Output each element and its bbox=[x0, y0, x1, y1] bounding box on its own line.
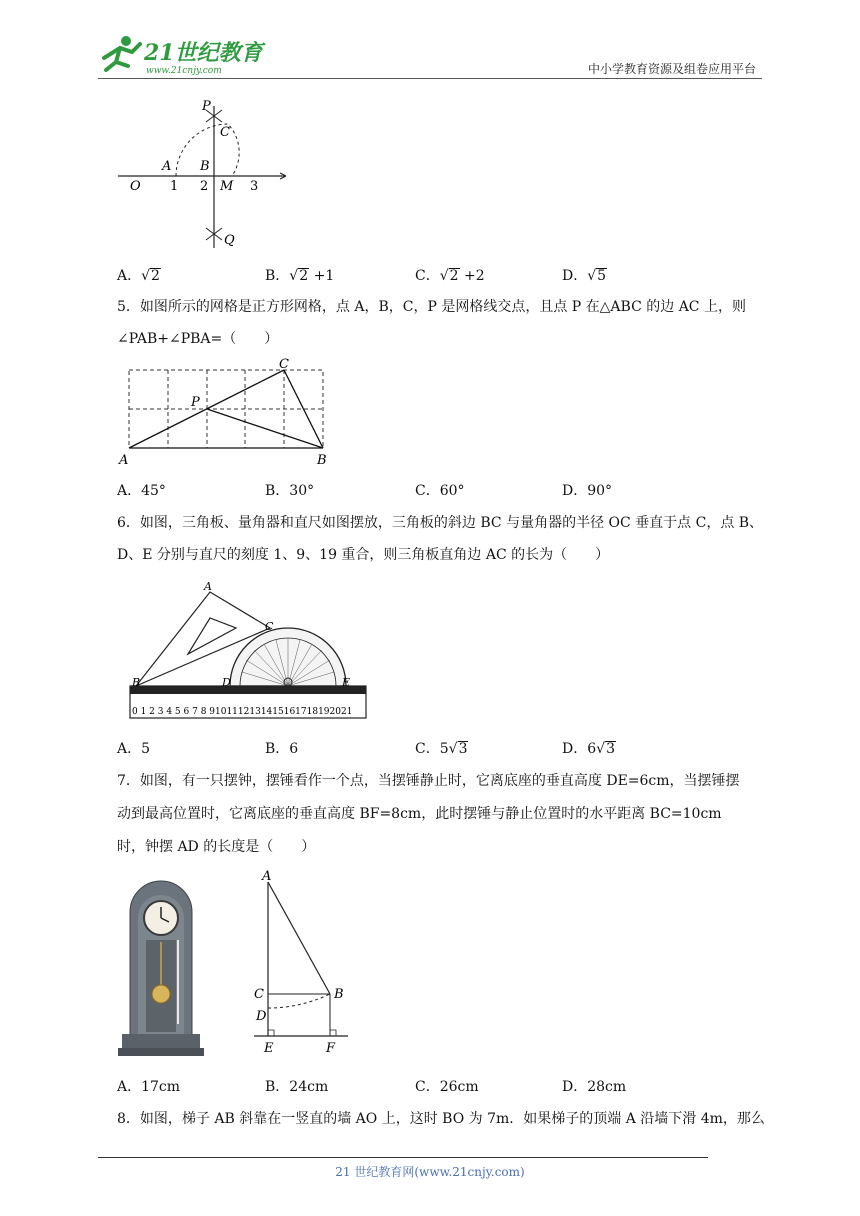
q4-option-d: D．√5 bbox=[562, 268, 607, 284]
q5-option-a: A．45° bbox=[117, 483, 166, 499]
q7-stem-line3: 时，钟摆 AD 的长度是（ ） bbox=[117, 839, 316, 855]
q6-stem-line1: 6．如图，三角板、量角器和直尺如图摆放，三角板的斜边 BC 与量角器的半径 OC 垂直于点 C，点 B、 bbox=[117, 515, 764, 531]
q6-figure bbox=[118, 578, 373, 724]
q5-label-c: C bbox=[279, 357, 289, 372]
q4-figure bbox=[110, 96, 300, 256]
footer-text: 21 世纪教育网(www.21cnjy.com) bbox=[335, 1165, 525, 1179]
q5-label-p: P bbox=[191, 395, 200, 410]
q4-label-a: A bbox=[162, 159, 172, 174]
q6-stem-line2: D、E 分别与直尺的刻度 1、9、19 重合，则三角板直角边 AC 的长为（ ） bbox=[117, 547, 610, 563]
q5-label-b: B bbox=[317, 453, 327, 468]
logo-url: www.21cnjy.com bbox=[146, 66, 222, 76]
q4-label-q: Q bbox=[224, 233, 235, 248]
q7-stem-line1: 7．如图，有一只摆钟，摆锤看作一个点，当摆锤静止时，它离底座的垂直高度 DE=6cm，当摆锤摆 bbox=[117, 773, 740, 789]
q6-label-c: C bbox=[265, 620, 274, 633]
header-platform-text: 中小学教育资源及组卷应用平台 bbox=[587, 62, 756, 76]
q6-label-a: A bbox=[204, 580, 212, 593]
q7-option-b: B．24cm bbox=[265, 1079, 329, 1095]
q6-label-d: D bbox=[222, 676, 231, 689]
q6-ruler-scale: 0 1 2 3 4 5 6 7 8 9101112131415161718192021 bbox=[132, 707, 353, 717]
q4-label-b: B bbox=[200, 159, 210, 174]
q6-option-a: A．5 bbox=[117, 741, 151, 757]
q7-option-a: A．17cm bbox=[117, 1079, 181, 1095]
q7-label-b: B bbox=[334, 987, 344, 1002]
q5-label-a: A bbox=[119, 453, 129, 468]
header-divider bbox=[98, 78, 762, 79]
q5-option-d: D．90° bbox=[562, 483, 613, 499]
q7-option-d: D．28cm bbox=[562, 1079, 627, 1095]
q6-option-c: C．5√3 bbox=[415, 741, 468, 757]
q6-option-d: D．6√3 bbox=[562, 741, 615, 757]
q7-label-a: A bbox=[262, 869, 272, 884]
q4-label-2: 2 bbox=[200, 179, 209, 194]
q4-label-3: 3 bbox=[250, 179, 259, 194]
q8-stem-line1: 8．如图，梯子 AB 斜靠在一竖直的墙 AO 上，这时 BO 为 7m．如果梯子的顶端 A 沿墙下滑 4m，那么 bbox=[117, 1111, 765, 1127]
q5-stem-line1: 5．如图所示的网格是正方形网格，点 A，B，C，P 是网格线交点，且点 P 在△ABC 的边 AC 上，则 bbox=[117, 299, 746, 315]
q7-option-c: C．26cm bbox=[415, 1079, 479, 1095]
footer-divider bbox=[98, 1157, 708, 1158]
logo bbox=[96, 32, 266, 76]
q4-label-c: C bbox=[220, 125, 230, 140]
q4-label-o: O bbox=[130, 179, 141, 194]
runner-icon bbox=[104, 36, 140, 70]
q5-option-b: B．30° bbox=[265, 483, 315, 499]
q7-stem-line2: 动到最高位置时，它离底座的垂直高度 BF=8cm，此时摆锤与静止位置时的水平距离 BC=10cm bbox=[117, 806, 722, 822]
q5-stem-line2: ∠PAB+∠PBA=（ ） bbox=[117, 331, 279, 347]
q4-label-1: 1 bbox=[170, 179, 179, 194]
q7-label-e: E bbox=[264, 1041, 274, 1056]
q6-label-b: B bbox=[132, 676, 141, 689]
q5-option-c: C．60° bbox=[415, 483, 465, 499]
q6-label-e: E bbox=[342, 676, 351, 689]
q7-label-c: C bbox=[254, 987, 264, 1002]
pendulum-clock-image bbox=[118, 874, 204, 1058]
q4-label-p: P bbox=[202, 99, 211, 114]
q4-option-b: B．√2 +1 bbox=[265, 268, 335, 284]
q6-option-b: B．6 bbox=[265, 741, 299, 757]
q4-option-c: C．√2 +2 bbox=[415, 268, 485, 284]
q5-grid-figure bbox=[115, 356, 335, 468]
q7-pendulum-figure bbox=[248, 868, 358, 1060]
q4-option-a: A．√2 bbox=[117, 268, 160, 284]
q7-label-f: F bbox=[326, 1041, 336, 1056]
logo-text: 21世纪教育 bbox=[144, 40, 263, 66]
q4-label-m: M bbox=[220, 179, 234, 194]
q7-label-d: D bbox=[256, 1009, 267, 1024]
